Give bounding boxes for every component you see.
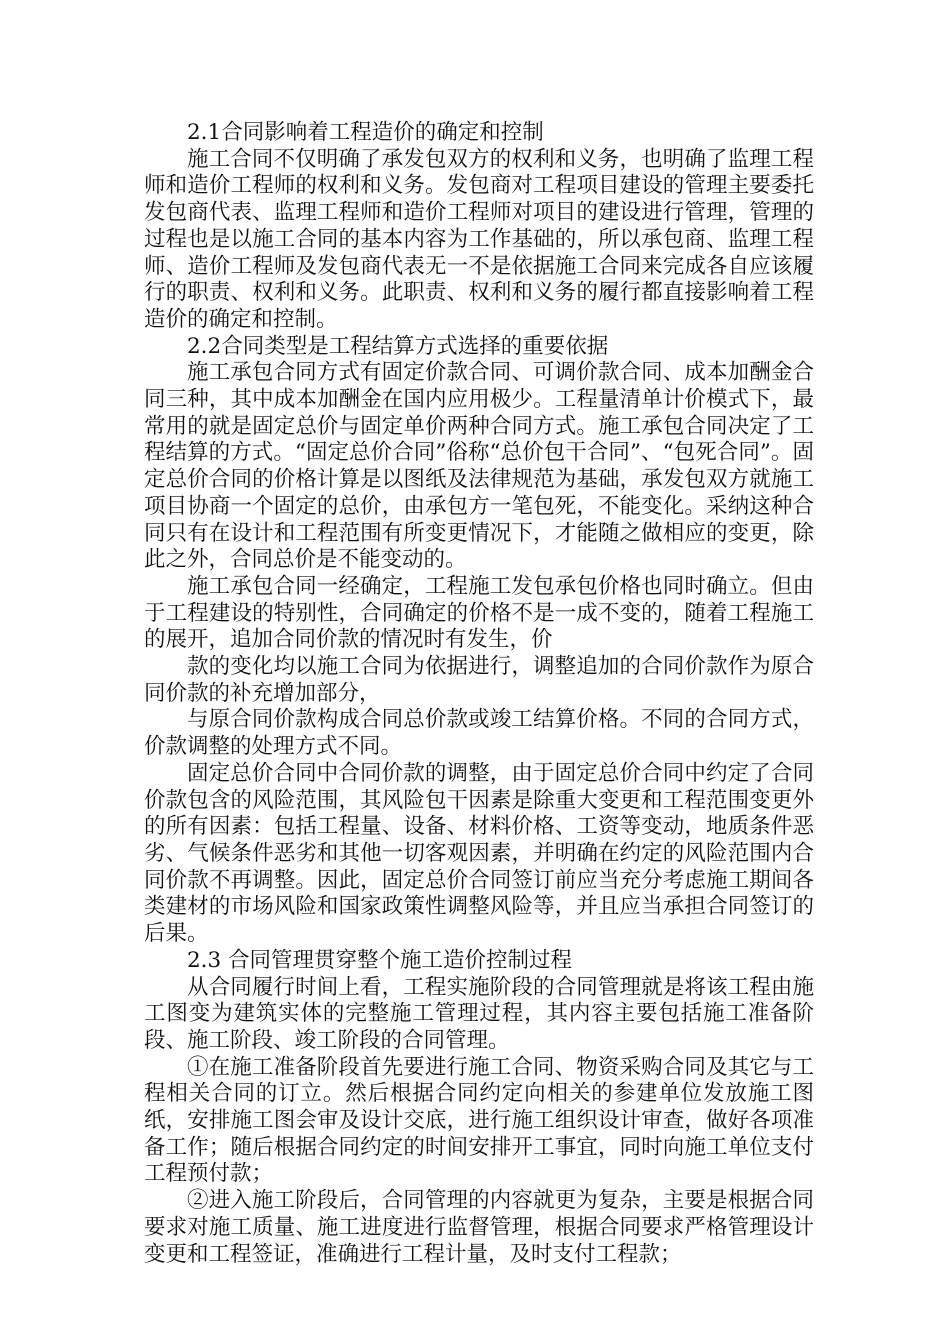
paragraph: 款的变化均以施工合同为依据进行，调整追加的合同价款作为原合同价款的补充增加部分， [144, 654, 814, 706]
section-heading-2-3: 2.3 合同管理贯穿整个施工造价控制过程 [187, 947, 573, 973]
paragraph: 与原合同价款构成合同总价款或竣工结算价格。不同的合同方式，价款调整的处理方式不同。 [144, 707, 814, 760]
paragraph: ①在施工准备阶段首先要进行施工合同、物资采购合同及其它与工程相关合同的订立。然后根据合同约定向相关的参建单位发放施工图纸，安排施工图会审及设计交底，进行施工组织设计审查，做好各项准备工作；随后根据合同约定的时间安排开工事宜，同时向施工单位支付工程预付款； [144, 1054, 814, 1187]
paragraph: 施工承包合同一经确定，工程施工发包承包价格也同时确立。但由于工程建设的特别性，合同确定的价格不是一成不变的，随着工程施工的展开，追加合同价款的情况时有发生，价 [144, 573, 814, 653]
document-body [144, 120, 814, 1268]
section-heading-2-1: 2.1合同影响着工程造价的确定和控制 [187, 120, 544, 145]
section-heading-2-2: 2.2合同类型是工程结算方式选择的重要依据 [187, 333, 609, 359]
paragraph: ②进入施工阶段后，合同管理的内容就更为复杂，主要是根据合同要求对施工质量、施工进度进行监督管理，根据合同要求严格管理设计变更和工程签证，准确进行工程计量，及时支付工程款； [144, 1188, 814, 1267]
paragraph: 施工合同不仅明确了承发包双方的权利和义务，也明确了监理工程师和造价工程师的权利和义务。发包商对工程项目建设的管理主要委托发包商代表、监理工程师和造价工程师对项目的建设进行管理，管理的过程也是以施工合同的基本内容为工作基础的，所以承包商、监理工程师、造价工程师及发包商代表无一不是依据施工合同来完成各自应该履行的职责、权利和义务。此职责、权利和义务的履行都直接影响着工程造价的确定和控制。 [144, 146, 814, 332]
paragraph: 固定总价合同中合同价款的调整，由于固定总价合同中约定了合同价款包含的风险范围，其风险包干因素是除重大变更和工程范围变更外的所有因素：包括工程量、设备、材料价格、工资等变动，地质条件恶劣、气候条件恶劣和其他一切客观因素，并明确在约定的风险范围内合同价款不再调整。因此，固定总价合同签订前应当充分考虑施工期间各类建材的市场风险和国家政策性调整风险等，并且应当承担合同签订的后果。 [144, 760, 814, 947]
paragraph: 施工承包合同方式有固定价款合同、可调价款合同、成本加酬金合同三种，其中成本加酬金在国内应用极少。工程量清单计价模式下，最常用的就是固定总价与固定单价两种合同方式。施工承包合同决定了工程结算的方式。“固定总价合同”俗称“总价包干合同”、“包死合同”。固定总价合同的价格计算是以图纸及法律规范为基础，承发包双方就施工项目协商一个固定的总价，由承包方一笔包死，不能变化。采纳这种合同只有在设计和工程范围有所变更情况下，才能随之做相应的变更，除此之外，合同总价是不能变动的。 [144, 360, 814, 573]
paragraph: 从合同履行时间上看，工程实施阶段的合同管理就是将该工程由施工图变为建筑实体的完整施工管理过程，其内容主要包括施工准备阶段、施工阶段、竣工阶段的合同管理。 [144, 974, 814, 1053]
